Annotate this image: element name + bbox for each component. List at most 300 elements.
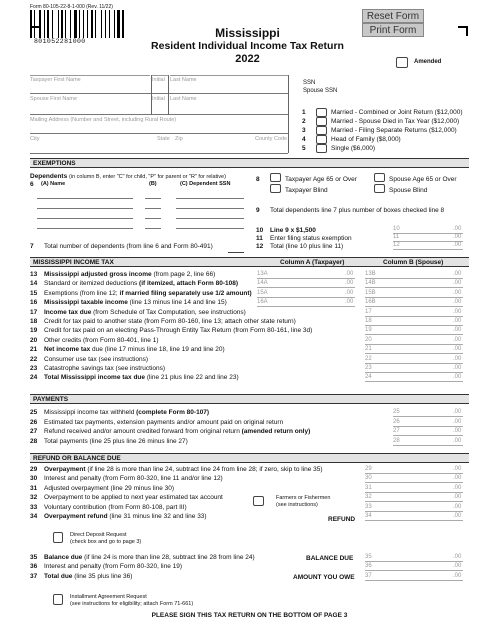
dependents-col-relationship: (B) <box>149 181 157 187</box>
reset-form-button[interactable]: Reset Form <box>362 9 424 23</box>
amount-line-label: 17 <box>365 308 372 315</box>
amount-cents: .00 <box>453 409 462 415</box>
amount-input[interactable] <box>257 297 355 298</box>
dependents-col-ssn: (C) Dependent SSN <box>180 181 231 187</box>
form-title: Resident Individual Income Tax Return <box>151 40 344 52</box>
balance-line-36 <box>30 563 182 570</box>
amount-line-label: 28 <box>393 437 400 444</box>
amount-line-label: 35 <box>365 554 372 560</box>
amount-cents: .00 <box>453 318 462 324</box>
amount-input[interactable] <box>393 435 463 436</box>
line-text: Mississippi taxable income <box>44 299 128 307</box>
divider <box>168 75 169 115</box>
barcode-bar <box>61 10 63 38</box>
refund-line-30 <box>30 475 223 482</box>
amount-input[interactable] <box>365 325 463 326</box>
line-text-rest: if married filing separately use 1/2 amount) <box>119 289 252 297</box>
line-number: 24 <box>30 374 38 382</box>
income-line-24 <box>30 374 239 381</box>
line-11: 11 Enter filing status exemption <box>256 235 352 242</box>
filing-status-checkbox[interactable] <box>316 117 327 126</box>
zip-field[interactable]: Zip <box>175 136 183 142</box>
amount-line-label: 31 <box>365 484 372 491</box>
line-7-input[interactable] <box>228 252 244 253</box>
amount-input[interactable] <box>365 363 463 364</box>
amount-input[interactable] <box>365 334 463 335</box>
amount-input[interactable] <box>257 287 355 288</box>
amount-cents: .00 <box>453 554 462 560</box>
amount-line-label: 15B <box>365 289 376 296</box>
refund-line-29 <box>30 466 323 473</box>
ssn-label: SSN <box>303 80 316 86</box>
income-line-15 <box>30 290 252 297</box>
amount-line-label: 18 <box>365 318 372 324</box>
amount-cents: .00 <box>345 271 354 277</box>
line-text: Total payments (line 25 plus line 26 minus line 27) <box>44 437 188 445</box>
line-text-rest: (amended return only) <box>241 428 311 435</box>
filing-status-checkbox[interactable] <box>316 144 327 153</box>
amount-cents: .00 <box>453 484 462 491</box>
amount-line-label: 29 <box>365 466 372 472</box>
amount-input[interactable] <box>257 306 355 307</box>
line-text: Refund received and/or amount credited forward from original return <box>44 428 242 435</box>
barcode-bar <box>70 10 72 38</box>
amount-input[interactable] <box>365 520 463 521</box>
line-8-number: 8 <box>256 176 260 183</box>
line-text: Mississippi adjusted gross income <box>44 271 152 278</box>
spouse-65-checkbox[interactable] <box>374 173 385 182</box>
amount-line-label: 36 <box>365 563 372 570</box>
form-title-state: Mississippi <box>215 26 280 40</box>
spouse-ssn-label: Spouse SSN <box>303 88 338 94</box>
barcode-bar <box>47 10 49 38</box>
filing-status-checkbox[interactable] <box>316 135 327 144</box>
line-text: Other credits (from Form 80-401, line 1) <box>44 336 159 344</box>
amount-cents: .00 <box>453 513 462 519</box>
amount-cents: .00 <box>453 226 462 232</box>
spouse-first-name-field[interactable]: Spouse First Name <box>30 96 78 102</box>
registration-mark-right <box>458 26 468 36</box>
taxpayer-65-checkbox[interactable] <box>270 173 281 182</box>
amount-input[interactable] <box>365 381 463 382</box>
amount-line-label: 13A <box>257 271 268 277</box>
line-text: Total due <box>44 572 73 580</box>
filing-status-label: Head of Family ($8,000) <box>331 136 401 143</box>
dependent-ssn-input[interactable] <box>176 198 244 199</box>
amount-cents: .00 <box>453 308 462 315</box>
line-number: 31 <box>30 484 38 492</box>
amount-cents: .00 <box>345 280 354 287</box>
amount-input[interactable] <box>365 344 463 345</box>
line-number: 19 <box>30 327 38 335</box>
barcode-bar <box>83 10 84 38</box>
payment-line-26 <box>30 419 283 426</box>
line-text: Exemptions (from line 12; <box>44 289 120 297</box>
line-number: 35 <box>30 554 38 561</box>
line-number: 18 <box>30 318 38 325</box>
spouse-initial-field[interactable]: Initial <box>152 96 165 102</box>
amount-line-label: 27 <box>393 428 400 434</box>
line-text: Consumer use tax (see instructions) <box>44 355 149 363</box>
balance-due-label: BALANCE DUE <box>306 555 354 562</box>
line-number: 34 <box>30 513 38 520</box>
amount-input[interactable] <box>393 249 463 250</box>
dependents-label: Dependents <box>30 173 68 180</box>
amount-input[interactable] <box>257 278 355 279</box>
line-text-rest: due (line 17 minus line 18, line 19 and line 20) <box>90 346 225 354</box>
amount-line-label: 10 <box>393 226 400 232</box>
refund-line-32 <box>30 494 223 501</box>
line-text: Income tax due <box>44 308 92 316</box>
spouse-65-label: Spouse Age 65 or Over <box>389 176 457 183</box>
barcode-bar <box>87 10 88 38</box>
amount-cents: .00 <box>453 346 462 353</box>
line-number: 15 <box>30 289 38 297</box>
dependent-name-input[interactable] <box>37 198 133 199</box>
amount-cents: .00 <box>453 234 462 240</box>
line-text: Credit for tax paid to another state (from Form 80-160, line 13; attach other state return) <box>44 318 296 325</box>
income-line-13 <box>30 271 215 278</box>
amount-line-label: 11 <box>393 234 400 240</box>
line-number: 26 <box>30 418 38 426</box>
spouse-blind-checkbox[interactable] <box>374 184 385 193</box>
line-number: 16 <box>30 299 38 307</box>
income-line-19 <box>30 327 312 334</box>
amount-cents: .00 <box>453 289 462 296</box>
dependents-note: (in column B, enter "C" for child, "P" for parent or "R" for relative) <box>69 174 226 180</box>
dependent-ssn-input[interactable] <box>176 228 244 229</box>
amount-cents: .00 <box>453 428 462 434</box>
barcode-number: 801052281000 <box>34 38 86 45</box>
line-text: Catastrophe savings tax (see instructions) <box>44 365 166 372</box>
dependent-relationship-input[interactable] <box>145 218 161 219</box>
line-number: 27 <box>30 428 38 435</box>
line-number: 14 <box>30 280 38 288</box>
line-12: 12 Total (line 10 plus line 11) <box>256 243 344 250</box>
refund-label: REFUND <box>328 516 356 523</box>
print-form-button[interactable]: Print Form <box>362 23 424 37</box>
state-field[interactable]: State <box>157 136 170 142</box>
amended-checkbox[interactable] <box>396 57 408 68</box>
taxpayer-65-label: Taxpayer Age 65 or Over <box>285 176 357 183</box>
installment-note: (see instructions for eligibility; attach Form 71-661) <box>70 601 194 607</box>
income-line-22 <box>30 356 148 363</box>
amount-input[interactable] <box>365 372 463 373</box>
amount-cents: .00 <box>453 563 462 570</box>
amount-input[interactable] <box>365 482 463 483</box>
amount-cents: .00 <box>453 572 462 579</box>
divider <box>30 93 288 94</box>
line-text: Balance due <box>44 554 83 561</box>
taxpayer-last-name-field[interactable]: Last Name <box>170 75 288 83</box>
amount-you-owe-label: AMOUNT YOU OWE <box>293 574 355 581</box>
column-a-header: Column A (Taxpayer) <box>280 259 345 266</box>
registration-mark-left <box>30 26 40 36</box>
barcode <box>30 10 128 40</box>
amount-input[interactable] <box>365 580 463 581</box>
amount-cents: .00 <box>453 355 462 362</box>
dependent-name-input[interactable] <box>37 208 133 209</box>
amount-input[interactable] <box>393 426 463 427</box>
amount-cents: .00 <box>453 280 462 287</box>
divider <box>151 75 152 115</box>
section-header-exemptions: EXEMPTIONS <box>30 158 469 168</box>
filing-status-number: 4 <box>302 136 306 143</box>
dependent-name-input[interactable] <box>37 228 133 229</box>
amount-line-label: 33 <box>365 503 372 510</box>
line-text-rest: (line 21 plus line 22 and line 23) <box>145 374 239 382</box>
line-9: 9 Total dependents line 7 plus number of boxes checked line 8 <box>256 207 445 214</box>
direct-deposit-note: (check box and go to page 3) <box>70 539 142 545</box>
divider <box>30 153 288 154</box>
line-text-rest: (if itemized, attach Form 80-108) <box>139 280 239 288</box>
amount-line-label: 20 <box>365 336 372 343</box>
dependents-heading <box>30 173 226 181</box>
payment-line-27 <box>30 428 310 435</box>
line-text: Interest and penalty (from Form 80-320, line 19) <box>44 563 183 571</box>
form-year: 2022 <box>235 53 260 65</box>
spouse-last-name-field[interactable]: Last Name <box>170 96 197 102</box>
line-text: Overpayment <box>44 466 86 473</box>
line-number: 37 <box>30 572 38 580</box>
line-number: 25 <box>30 409 38 416</box>
payment-line-25 <box>30 409 209 416</box>
section-header-payments: PAYMENTS <box>30 394 469 404</box>
amount-line-label: 26 <box>393 418 400 425</box>
income-line-18 <box>30 318 296 325</box>
amount-input[interactable] <box>365 501 463 502</box>
barcode-bar <box>109 10 110 38</box>
line-number: 28 <box>30 437 38 445</box>
line-text: Estimated tax payments, extension payments and/or amount paid on original return <box>44 418 284 426</box>
form-id: Form 80-105-22-8-1-000 (Rev. 11/22) <box>30 4 113 10</box>
barcode-bar <box>52 10 53 38</box>
farmers-fishermen-label: Farmers or Fishermen <box>276 495 331 501</box>
line-text: Interest and penalty (from Form 80-320, line 11 and/or line 12) <box>44 475 223 483</box>
barcode-bar <box>91 10 93 38</box>
barcode-bar <box>114 10 115 38</box>
amount-line-label: 25 <box>393 409 400 415</box>
amount-line-label: 22 <box>365 355 372 362</box>
barcode-bar <box>122 10 124 38</box>
filing-status-checkbox[interactable] <box>316 108 327 117</box>
line-text: Total Mississippi income tax due <box>44 374 146 382</box>
line-text: Overpayment refund <box>44 513 108 520</box>
amount-line-label: 23 <box>365 365 372 371</box>
line-number: 21 <box>30 346 38 354</box>
amount-line-label: 24 <box>365 374 372 381</box>
amount-line-label: 32 <box>365 494 372 501</box>
barcode-bar <box>58 10 59 38</box>
barcode-bar <box>117 10 120 38</box>
line-number: 33 <box>30 503 38 511</box>
filing-status-checkbox[interactable] <box>316 126 327 135</box>
balance-line-37 <box>30 573 132 580</box>
line-text-rest: (line 31 minus line 32 and line 33) <box>107 513 207 520</box>
amount-line-label: 37 <box>365 572 372 579</box>
income-heading: MISSISSIPPI INCOME TAX <box>33 259 114 266</box>
amount-line-label: 16A <box>257 299 268 306</box>
line-7: 7 Total number of dependents (from line 6 and Form 80-491) <box>30 243 213 250</box>
line-text: Credit for tax paid on an electing Pass-Through Entity Tax Return (from Form 80-161, line 3d) <box>44 327 313 335</box>
line-text-rest: (complete Form 80-107) <box>136 409 210 416</box>
line-number: 22 <box>30 355 38 363</box>
direct-deposit-label: Direct Deposit Request <box>70 532 127 538</box>
sign-return-footer: PLEASE SIGN THIS TAX RETURN ON THE BOTTOM OF PAGE 3 <box>151 612 348 619</box>
dependent-relationship-input[interactable] <box>145 228 161 229</box>
amount-cents: .00 <box>453 494 462 501</box>
line-text-rest: (line 35 plus line 36) <box>72 572 133 580</box>
amount-input[interactable] <box>365 316 463 317</box>
line-number: 30 <box>30 475 38 483</box>
section-header-income-tax <box>30 257 469 267</box>
line-text-rest: (if line 24 is more than line 28, subtract line 28 from line 24) <box>82 554 255 561</box>
amount-line-label: 30 <box>365 475 372 482</box>
amount-input[interactable] <box>365 297 463 298</box>
line-text-rest: (from page 2, line 66) <box>151 271 216 278</box>
barcode-bar <box>79 10 80 38</box>
barcode-bar <box>44 10 45 38</box>
amount-line-label: 16B <box>365 299 376 306</box>
line-10: 10 Line 9 x $1,500 <box>256 227 316 234</box>
refund-line-34 <box>30 513 207 520</box>
amount-input[interactable] <box>365 306 463 307</box>
filing-status-label: Married - Combined or Joint Return ($12,000) <box>331 109 463 116</box>
income-line-14 <box>30 280 238 287</box>
line-number: 36 <box>30 563 38 571</box>
amount-line-label: 21 <box>365 346 372 353</box>
amount-line-label: 19 <box>365 327 372 334</box>
amended-label: Amended <box>414 59 442 65</box>
amount-line-label: 12 <box>393 242 400 248</box>
direct-deposit-checkbox[interactable] <box>53 532 63 543</box>
amount-cents: .00 <box>453 271 462 277</box>
dependent-ssn-input[interactable] <box>176 218 244 219</box>
filing-status-number: 1 <box>302 109 306 116</box>
payment-line-28 <box>30 438 188 445</box>
amount-input[interactable] <box>365 492 463 493</box>
amount-input[interactable] <box>365 287 463 288</box>
line-number: 13 <box>30 271 38 278</box>
amount-cents: .00 <box>453 365 462 371</box>
line-text: Adjusted overpayment (line 29 minus line 30) <box>44 484 175 492</box>
line-number: 23 <box>30 365 38 372</box>
spouse-blind-label: Spouse Blind <box>389 187 428 194</box>
column-b-header: Column B (Spouse) <box>383 259 444 266</box>
divider <box>30 133 288 134</box>
farmers-fishermen-checkbox[interactable] <box>253 496 264 506</box>
income-line-21 <box>30 346 225 353</box>
amount-line-label: 15A <box>257 289 268 296</box>
barcode-bar <box>105 10 106 38</box>
amount-line-label: 34 <box>365 513 372 519</box>
section-header-refund: REFUND OR BALANCE DUE <box>30 453 469 463</box>
amount-line-label: 14B <box>365 280 376 287</box>
taxpayer-initial-field[interactable]: Initial <box>152 75 168 83</box>
amount-input[interactable] <box>365 561 463 562</box>
line-text: Voluntary contribution (from Form 80-108, part III) <box>44 503 187 511</box>
taxpayer-blind-label: Taxpayer Blind <box>285 187 328 194</box>
amount-cents: .00 <box>453 299 462 306</box>
income-line-23 <box>30 365 165 372</box>
refund-line-33 <box>30 504 187 511</box>
dependents-col-num: 6 <box>30 181 34 188</box>
line-text-rest: (line 13 minus line 14 and line 15) <box>127 299 227 307</box>
amount-cents: .00 <box>345 299 354 306</box>
dependent-name-input[interactable] <box>37 218 133 219</box>
line-text: Net income tax <box>44 346 91 354</box>
balance-line-35 <box>30 554 255 561</box>
amount-cents: .00 <box>345 289 354 296</box>
amount-cents: .00 <box>453 242 462 248</box>
city-field[interactable]: City <box>30 136 40 142</box>
amount-input[interactable] <box>393 416 463 417</box>
line-number: 29 <box>30 466 38 473</box>
line-number: 20 <box>30 336 38 344</box>
taxpayer-first-name-field[interactable]: Taxpayer First Name <box>30 75 150 83</box>
filing-status-number: 5 <box>302 145 306 152</box>
line-text: Mississippi income tax withheld <box>44 409 137 416</box>
line-text-rest: (from Schedule of Tax Computation, see instructions) <box>91 308 246 316</box>
mailing-address-field[interactable]: Mailing Address (Number and Street, including Rural Route) <box>30 117 177 123</box>
county-code-field[interactable]: County Code <box>255 136 288 142</box>
dependent-relationship-input[interactable] <box>145 198 161 199</box>
filing-status-number: 3 <box>302 127 306 134</box>
amount-cents: .00 <box>453 437 462 444</box>
amount-cents: .00 <box>453 336 462 343</box>
filing-status-label: Married - Spouse Died in Tax Year ($12,000) <box>331 118 460 125</box>
barcode-bar <box>74 10 77 38</box>
amount-input[interactable] <box>365 278 463 279</box>
refund-line-31 <box>30 485 174 492</box>
barcode-bar <box>95 10 96 38</box>
amount-input[interactable] <box>393 445 463 446</box>
amount-cents: .00 <box>453 475 462 482</box>
amount-input[interactable] <box>365 570 463 571</box>
amount-line-label: 14A <box>257 280 268 287</box>
farmers-fishermen-note: (see instructions) <box>276 502 318 508</box>
amount-cents: .00 <box>453 466 462 472</box>
dependents-col-name: (A) Name <box>41 181 66 187</box>
line-text-rest: (if line 28 is more than line 24, subtract line 24 from line 28; if zero, skip to line 35) <box>85 466 323 473</box>
amount-input[interactable] <box>365 473 463 474</box>
line-text: Standard or itemized deductions <box>44 280 140 288</box>
barcode-bar <box>101 10 103 38</box>
filing-status-label: Married - Filing Separate Returns ($12,000) <box>331 127 457 134</box>
amount-input[interactable] <box>365 511 463 512</box>
barcode-bar <box>65 10 66 38</box>
income-line-20 <box>30 337 159 344</box>
amount-line-label: 13B <box>365 271 376 277</box>
line-text: Overpayment to be applied to next year estimated tax account <box>44 494 223 502</box>
filing-status-label: Single ($6,000) <box>331 145 376 152</box>
installment-label: Installment Agreement Request <box>70 594 147 600</box>
amount-cents: .00 <box>453 503 462 510</box>
line-number: 32 <box>30 494 38 502</box>
taxpayer-blind-checkbox[interactable] <box>270 184 281 193</box>
dependent-relationship-input[interactable] <box>145 208 161 209</box>
dependent-ssn-input[interactable] <box>176 208 244 209</box>
divider <box>288 75 289 153</box>
divider <box>30 114 288 115</box>
installment-checkbox[interactable] <box>53 594 63 605</box>
income-line-16 <box>30 299 227 306</box>
amount-input[interactable] <box>365 353 463 354</box>
amount-cents: .00 <box>453 327 462 334</box>
amount-cents: .00 <box>453 374 462 381</box>
amount-cents: .00 <box>453 418 462 425</box>
line-number: 17 <box>30 308 38 316</box>
